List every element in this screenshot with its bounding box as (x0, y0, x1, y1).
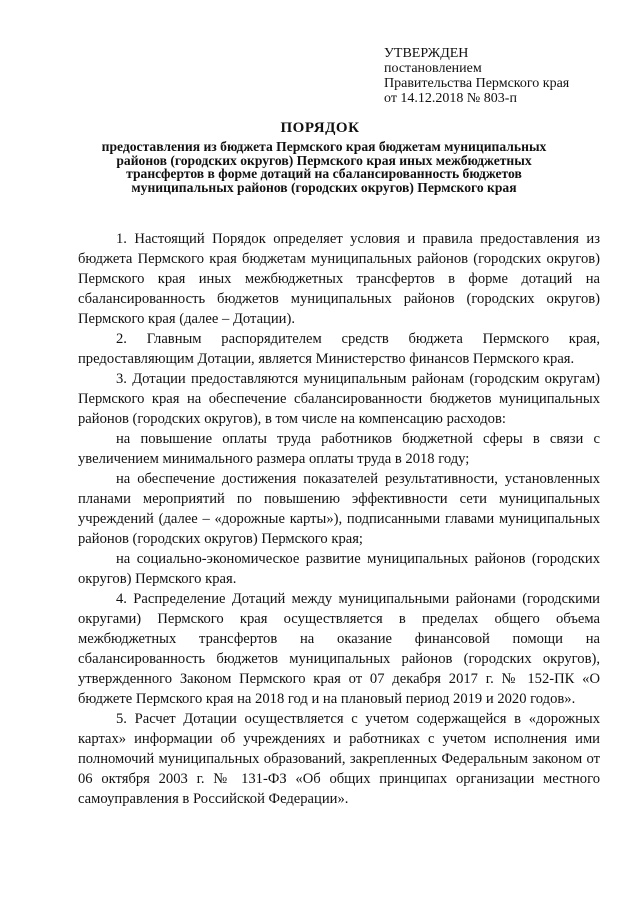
approval-heading: УТВЕРЖДЕН (384, 46, 469, 61)
paragraph-3: 3. Дотации предоставляются муниципальным районам (городским округам) Пермского края на обеспечение сбалансированности бюджетов муниципальных районов (городских округов), в том числе на компенсацию расходов: (78, 371, 600, 427)
paragraph-3-item-1: на повышение оплаты труда работников бюджетной сферы в связи с увеличением минимального размера оплаты труда в 2018 году; (78, 431, 600, 467)
paragraph-3-item-2: на обеспечение достижения показателей результативности, установленных планами мероприятий по повышению эффективности сети муниципальных учреждений (далее – «дорожные карты»), подписанными главами муниципальных районов (городских округов) Пермского края; (78, 471, 600, 547)
paragraph-3-item-3: на социально-экономическое развитие муниципальных районов (городских округов) Пермского края. (78, 551, 600, 587)
document-body (78, 229, 600, 809)
paragraph-2: 2. Главным распорядителем средств бюджета Пермского края, предоставляющим Дотации, является Министерство финансов Пермского края. (78, 331, 600, 367)
approval-government: Правительства Пермского края (384, 76, 570, 91)
paragraph-4: 4. Распределение Дотаций между муниципальными районами (городскими округами) Пермского края осуществляется в пределах общего объема межбюджетных трансфертов на оказание финансовой помощи на сбалансированность бюджетов муниципальных районов (городских округов), утвержденного Законом Пермского края от 07 декабря 2017 г. № 152-ПК «О бюджете Пермского края на 2018 год и на плановый период 2019 и 2020 годов». (78, 591, 600, 707)
paragraph-1: 1. Настоящий Порядок определяет условия и правила предоставления из бюджета Пермского края бюджетам муниципальных районов (городских округов) Пермского края иных межбюджетных трансфертов в форме дотаций на сбалансированность бюджетов муниципальных районов (городских округов) Пермского края (далее – Дотации). (78, 231, 600, 327)
approval-date-number: от 14.12.2018 № 803-п (384, 91, 517, 106)
document-subtitle: предоставления из бюджета Пермского края бюджетам муниципальных районов (городских округов) Пермского края иных межбюджетных трансфертов в форме дотаций на сбалансированность бюджетов муниципальных районов (городских округов) Пермского края (101, 139, 547, 195)
approval-resolution: постановлением (384, 61, 482, 76)
paragraph-5: 5. Расчет Дотации осуществляется с учетом содержащейся в «дорожных картах» информации об учреждениях и работниках с учетом исполнения ими полномочий муниципальных образований, закрепленных Федеральным законом от 06 октября 2003 г. № 131-ФЗ «Об общих принципах организации местного самоуправления в Российской Федерации». (78, 711, 600, 807)
document-title: ПОРЯДОК (280, 120, 360, 136)
approval-stamp (384, 46, 569, 106)
